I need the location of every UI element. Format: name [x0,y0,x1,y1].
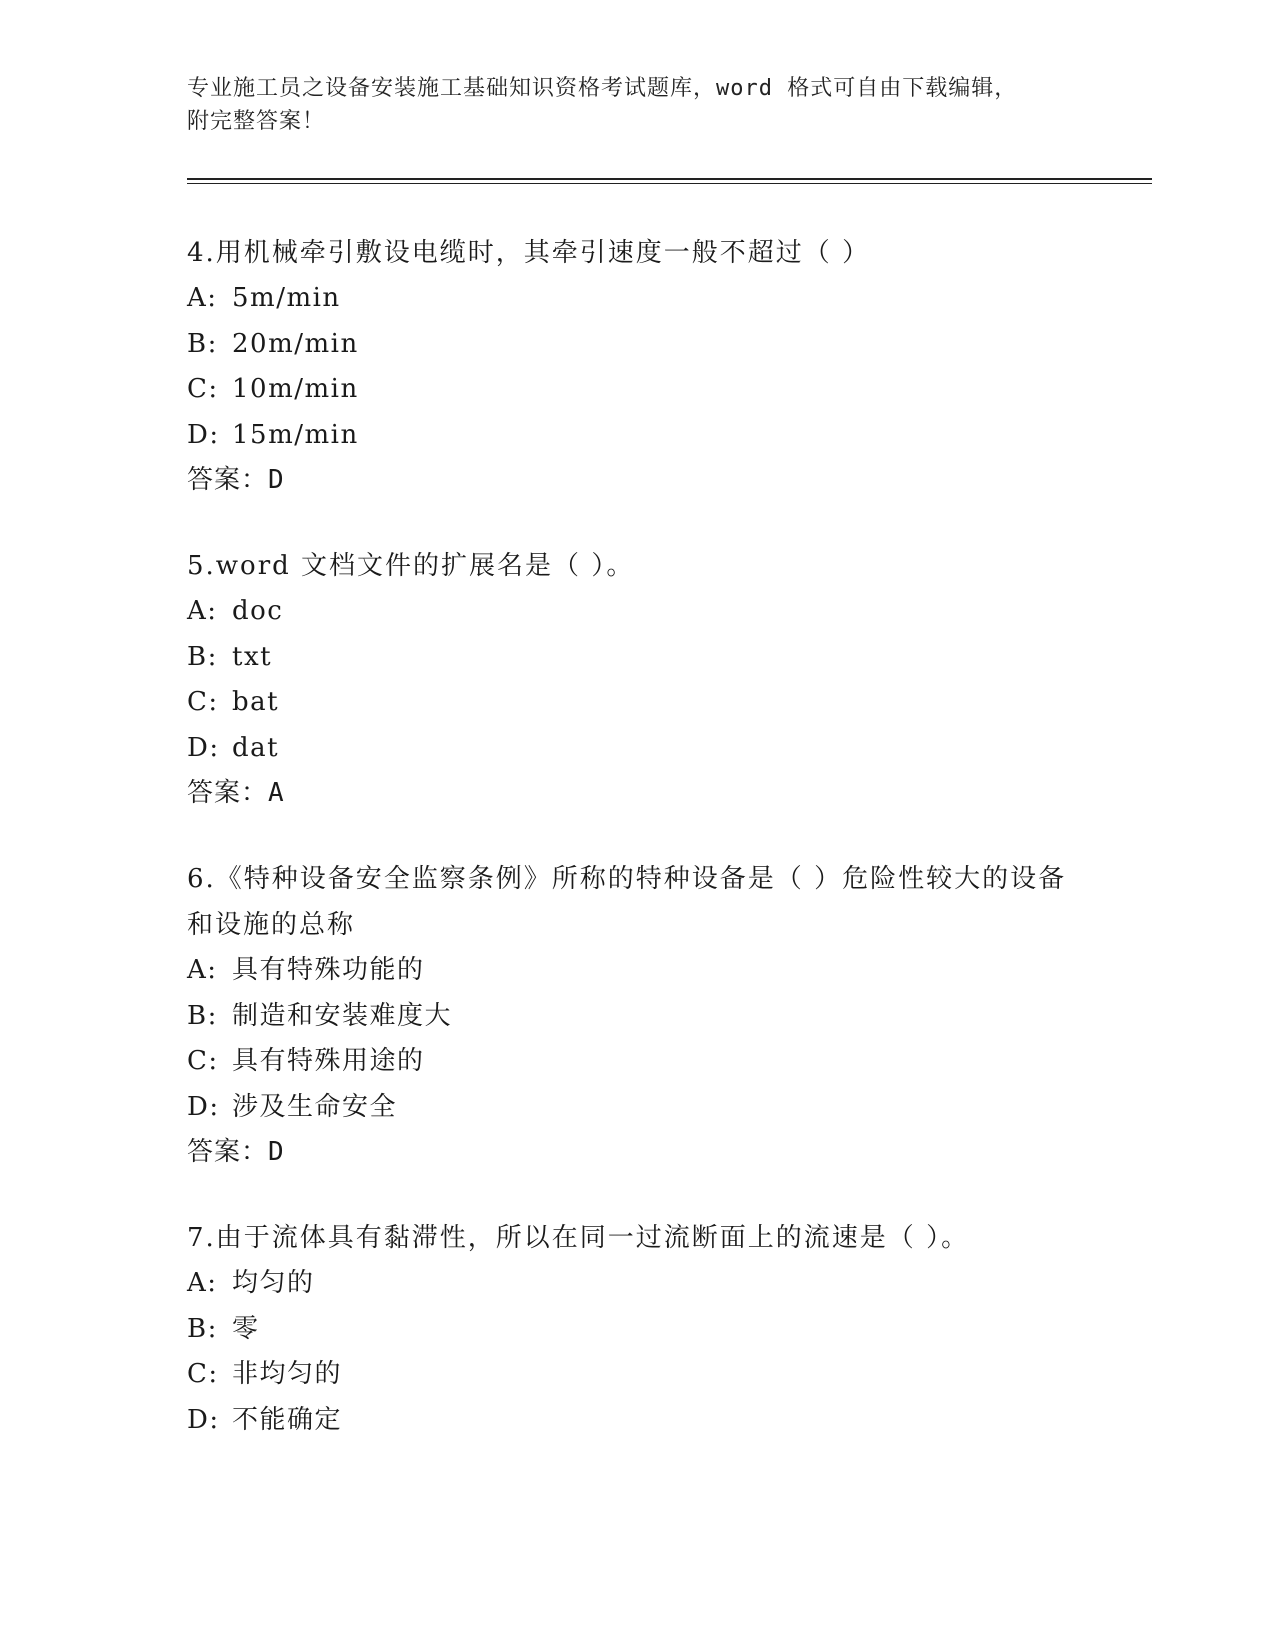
option-a [187,948,1087,994]
option-d [187,1398,1087,1444]
option-d [187,1085,1087,1131]
question-item [187,543,1087,815]
answer-label: 答案：D [187,1137,285,1167]
header-line-1: 专业施工员之设备安装施工基础知识资格考试题库，word 格式可自由下载编辑， [187,76,1018,101]
option-text: 涉及生命安全 [232,1091,398,1122]
option-text: bat [232,687,280,717]
option-text: 具有特殊功能的 [232,955,425,985]
option-letter: C: [187,1359,219,1389]
option-c [187,1352,1087,1398]
option-letter: C: [187,374,219,404]
option-text: 不能确定 [232,1404,343,1435]
question-item [187,230,1087,502]
option-letter: A: [187,955,218,985]
option-text: 20m/min [232,328,359,359]
option-text: 具有特殊用途的 [232,1046,425,1076]
question-item [187,856,1087,1174]
option-letter: A: [187,596,218,626]
question-list [187,230,1087,1484]
header-divider-thick [187,178,1152,180]
option-text: doc [232,596,284,626]
option-b [187,1307,1087,1353]
question-item [187,1215,1087,1443]
option-text: 10m/min [232,374,359,404]
option-text: 5m/min [232,283,341,313]
option-d [187,413,1087,459]
option-b [187,994,1087,1040]
option-c [187,680,1087,726]
answer-label: 答案：D [187,465,285,495]
option-b [187,322,1087,368]
option-text: 非均匀的 [232,1359,343,1389]
option-letter: C: [187,687,219,717]
option-d [187,726,1087,772]
option-a [187,1261,1087,1307]
option-b [187,635,1087,681]
option-text: 15m/min [232,419,359,450]
option-text: 制造和安装难度大 [232,1000,453,1031]
header-line-2: 附完整答案！ [187,109,326,134]
option-c [187,367,1087,413]
question-stem: 7.由于流体具有黏滞性，所以在同一过流断面上的流速是（ ）。 [187,1223,970,1253]
answer-label: 答案：A [187,778,285,808]
document-header [187,72,1067,138]
option-letter: B: [187,641,218,672]
option-a [187,589,1087,635]
option-text: 均匀的 [232,1268,315,1298]
option-text: dat [232,732,280,763]
option-letter: B: [187,1313,218,1344]
option-letter: D: [187,732,220,763]
option-text: txt [232,641,273,672]
option-text: 零 [232,1313,260,1344]
question-stem: 6.《特种设备安全监察条例》所称的特种设备是（ ）危险性较大的设备和设施的总称 [187,864,1067,940]
question-stem: 5.word 文档文件的扩展名是（ ）。 [187,551,635,581]
option-letter: B: [187,328,218,359]
option-c [187,1039,1087,1085]
question-stem: 4.用机械牵引敷设电缆时，其牵引速度一般不超过（ ） [187,238,871,268]
header-divider-thin [187,183,1152,184]
option-letter: C: [187,1046,219,1076]
option-letter: D: [187,1091,220,1122]
option-letter: D: [187,1404,220,1435]
option-a [187,276,1087,322]
option-letter: A: [187,1268,218,1298]
option-letter: A: [187,283,218,313]
option-letter: B: [187,1000,218,1031]
option-letter: D: [187,419,220,450]
